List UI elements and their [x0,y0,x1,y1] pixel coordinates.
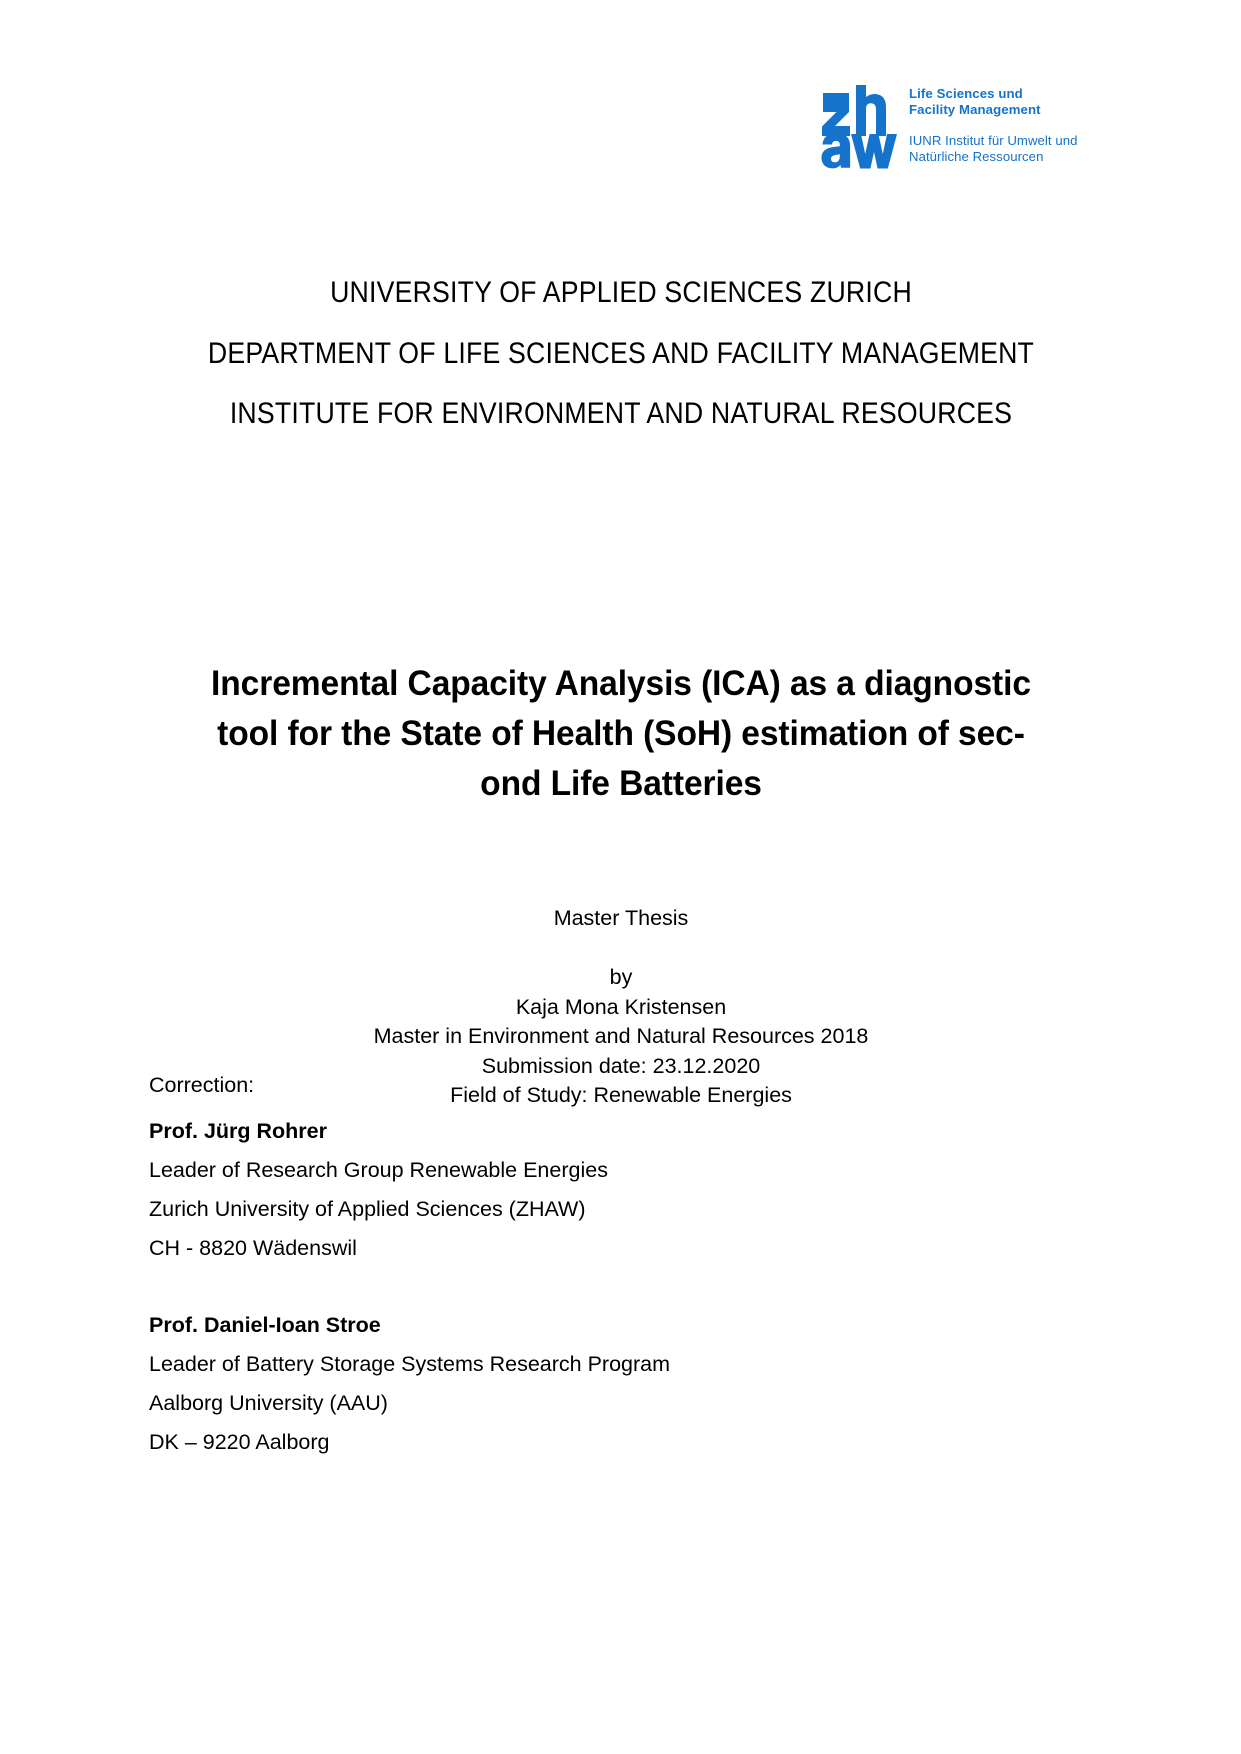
zhaw-wordmark-icon [820,85,898,169]
institution-line-institute: INSTITUTE FOR ENVIRONMENT AND NATURAL RESOURCES [229,397,1013,430]
by-label: by [609,965,633,989]
supervisor-affiliation: Aalborg University (AAU) [149,1391,388,1415]
correction-heading: Correction: [149,1073,255,1097]
institution-line-department: DEPARTMENT OF LIFE SCIENCES AND FACILITY MANAGEMENT [207,336,1035,370]
logo-text-block [909,82,1078,165]
supervisor-address: CH - 8820 Wädenswil [149,1236,357,1260]
supervisor-spacer [149,1268,949,1306]
title-line-1: Incremental Capacity Analysis (ICA) as a diagnostic [211,663,1031,703]
correction-block [149,1066,949,1462]
thesis-type: Master Thesis [553,906,689,930]
logo-text-spacer [909,118,1078,133]
supervisor-address: DK – 9220 Aalborg [149,1430,330,1454]
supervisor-name: Prof. Jürg Rohrer [149,1119,327,1143]
supervisor-entry [149,1112,949,1268]
logo-line-natuerliche-ressourcen: Natürliche Ressourcen [909,149,1044,165]
zhaw-logo [820,82,1100,174]
supervisor-role: Leader of Battery Storage Systems Research Program [149,1352,671,1376]
page-title [149,658,1093,808]
submission-date: Submission date: 23.12.2020 [481,1053,761,1078]
logo-line-facility-management: Facility Management [909,102,1041,118]
title-line-2: tool for the State of Health (SoH) estimation of sec- [217,713,1025,753]
field-of-study: Field of Study: Renewable Energies [450,1083,792,1107]
supervisor-affiliation: Zurich University of Applied Sciences (ZHAW) [149,1197,586,1221]
logo-line-life-sciences: Life Sciences und [909,86,1023,101]
institution-headings [149,278,1093,460]
supervisor-entry [149,1306,949,1462]
logo-line-iunr: IUNR Institut für Umwelt und [909,133,1078,149]
supervisor-role: Leader of Research Group Renewable Energies [149,1158,608,1182]
institution-line-university: UNIVERSITY OF APPLIED SCIENCES ZURICH [330,276,912,309]
supervisor-name: Prof. Daniel-Ioan Stroe [149,1313,381,1337]
title-line-3: ond Life Batteries [480,763,762,803]
author-name: Kaja Mona Kristensen [515,994,727,1019]
author-program: Master in Environment and Natural Resources 2018 [373,1024,869,1048]
